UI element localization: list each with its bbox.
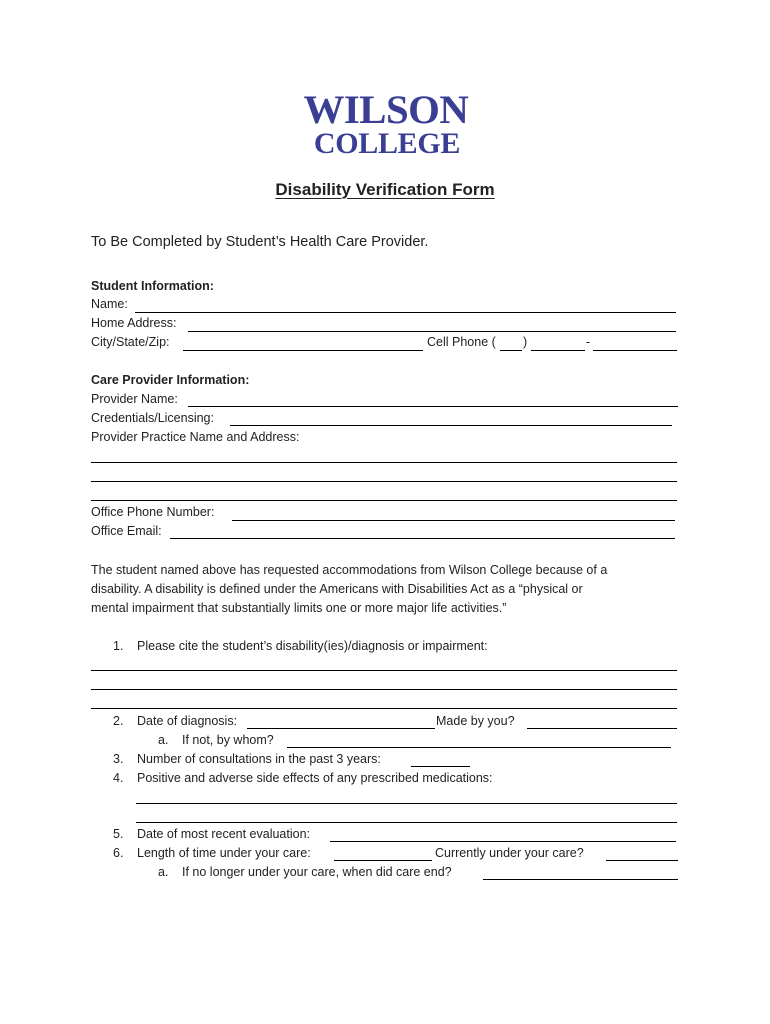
question-6-number: 6. [113, 846, 124, 860]
question-2a-text: If not, by whom? [182, 733, 274, 747]
student-info-heading: Student Information: [91, 279, 214, 293]
cell-phone-close-paren: ) [523, 335, 528, 349]
question-4-answer-line-1[interactable] [136, 803, 677, 804]
question-5-text: Date of most recent evaluation: [137, 827, 311, 841]
home-address-field[interactable] [188, 331, 676, 332]
office-email-label: Office Email: [91, 524, 162, 538]
question-6a-letter: a. [158, 865, 169, 879]
practice-address-line-1[interactable] [91, 462, 677, 463]
provider-name-field[interactable] [188, 406, 678, 407]
college-logo-wordmark: WILSON [303, 87, 469, 132]
question-4-text: Positive and adverse side effects of any prescribed medications: [137, 771, 493, 785]
city-state-zip-label: City/State/Zip: [91, 335, 170, 349]
made-by-you-field[interactable] [527, 728, 677, 729]
currently-under-care-field[interactable] [606, 860, 678, 861]
question-4-number: 4. [113, 771, 124, 785]
question-1-text: Please cite the student’s disability(ies)/diagnosis or impairment: [137, 639, 488, 653]
form-subtitle: To Be Completed by Student’s Health Care Provider. [91, 234, 429, 250]
currently-under-care-label: Currently under your care? [435, 846, 584, 860]
question-1-number: 1. [113, 639, 124, 653]
question-4-answer-line-2[interactable] [136, 822, 677, 823]
question-1-answer-line-2[interactable] [91, 689, 677, 690]
practice-address-line-2[interactable] [91, 481, 677, 482]
cell-phone-label: Cell Phone ( [427, 335, 496, 349]
question-3-text: Number of consultations in the past 3 years: [137, 752, 381, 766]
care-end-date-field[interactable] [483, 879, 678, 880]
question-1-answer-line-3[interactable] [91, 708, 677, 709]
diagnosed-by-field[interactable] [287, 747, 671, 748]
practice-name-address-label: Provider Practice Name and Address: [91, 430, 300, 444]
care-provider-heading: Care Provider Information: [91, 373, 250, 387]
cell-phone-area-code-field[interactable] [500, 350, 522, 351]
office-phone-field[interactable] [232, 520, 675, 521]
question-2-text: Date of diagnosis: [137, 714, 238, 728]
cell-phone-line-field[interactable] [593, 350, 677, 351]
practice-address-line-3[interactable] [91, 500, 677, 501]
time-under-care-field[interactable] [334, 860, 432, 861]
accommodation-paragraph-line-3: mental impairment that substantially limits one or more major life activities.” [91, 601, 507, 615]
diagnosis-date-field[interactable] [247, 728, 435, 729]
city-state-zip-field[interactable] [183, 350, 423, 351]
cell-phone-dash: - [586, 335, 591, 349]
provider-name-label: Provider Name: [91, 392, 178, 406]
credentials-label: Credentials/Licensing: [91, 411, 214, 425]
office-phone-label: Office Phone Number: [91, 505, 215, 519]
question-2a-letter: a. [158, 733, 169, 747]
made-by-you-label: Made by you? [436, 714, 515, 728]
college-logo-subtitle: COLLEGE [313, 127, 461, 160]
office-email-field[interactable] [170, 538, 675, 539]
question-3-number: 3. [113, 752, 124, 766]
accommodation-paragraph-line-2: disability. A disability is defined under the Americans with Disabilities Act as a “physical or [91, 582, 583, 596]
recent-evaluation-date-field[interactable] [330, 841, 676, 842]
student-name-field[interactable] [135, 312, 676, 313]
question-2-number: 2. [113, 714, 124, 728]
cell-phone-prefix-field[interactable] [531, 350, 585, 351]
question-6-text: Length of time under your care: [137, 846, 311, 860]
home-address-label: Home Address: [91, 316, 177, 330]
accommodation-paragraph-line-1: The student named above has requested accommodations from Wilson College because of a [91, 563, 608, 577]
question-1-answer-line-1[interactable] [91, 670, 677, 671]
consultations-count-field[interactable] [411, 766, 470, 767]
question-5-number: 5. [113, 827, 124, 841]
form-title: Disability Verification Form [275, 180, 495, 199]
credentials-field[interactable] [230, 425, 672, 426]
question-6a-text: If no longer under your care, when did care end? [182, 865, 452, 879]
student-name-label: Name: [91, 297, 128, 311]
